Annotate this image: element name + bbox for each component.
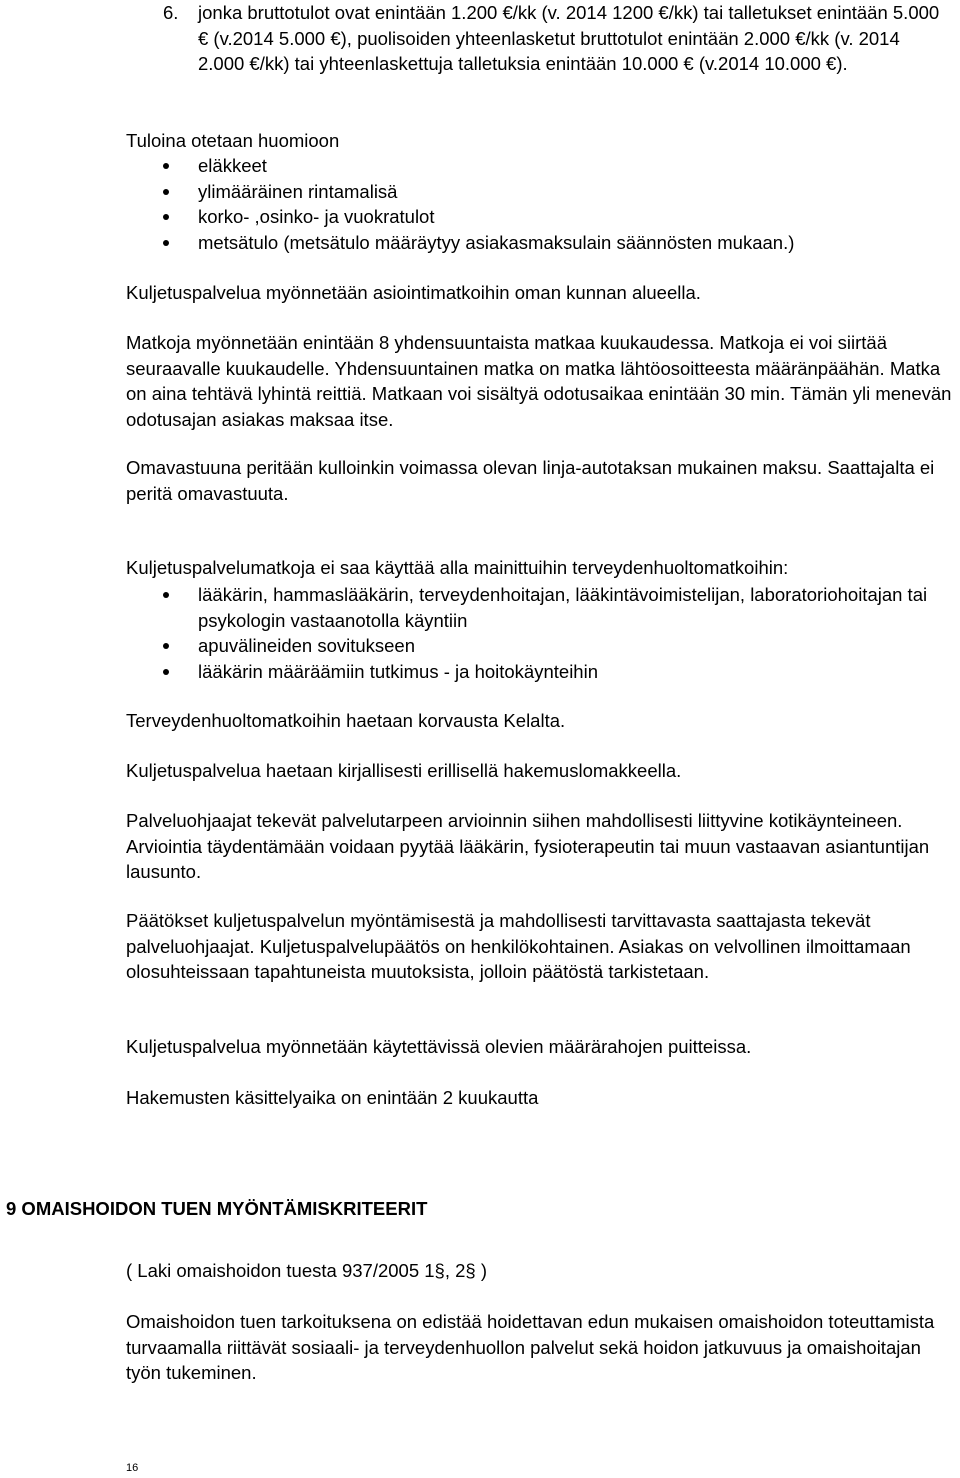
page-number: 16 [126, 1462, 139, 1474]
item-text: jonka bruttotulot ovat enintään 1.200 €/kk (v. 2014 1200 €/kk) tai talletukset enintään 5.000 € (v.2014 5.000 €), puolisoiden yhteenlasketut bruttotulot enintään 2.000 €/kk (v. 2014 2.000 €/kk) tai yhteenlaskettuja talletuksia enintään 10.000 € (v.2014 10.000 €). [198, 2, 940, 74]
paragraph-time: Hakemusten käsittelyaika on enintään 2 kuukautta [126, 1087, 539, 1108]
item-number: 6. [163, 2, 179, 23]
paragraph-kela: Terveydenhuoltomatkoihin haetaan korvausta Kelalta. [126, 710, 566, 731]
list-item: eläkkeet [163, 153, 953, 179]
income-intro: Tuloina otetaan huomioon [126, 130, 340, 151]
health-intro: Kuljetuspalvelumatkoja ei saa käyttää alla mainittuihin terveydenhuoltomatkoihin: [126, 557, 789, 578]
law-reference: ( Laki omaishoidon tuesta 937/2005 1§, 2§ ) [126, 1260, 487, 1281]
list-item: lääkärin määräämiin tutkimus - ja hoitokäynteihin [163, 659, 953, 685]
paragraph-area: Kuljetuspalvelua myönnetään asiointimatkoihin oman kunnan alueella. [126, 282, 701, 303]
list-item: metsätulo (metsätulo määräytyy asiakasmaksulain säännösten mukaan.) [163, 230, 953, 256]
paragraph-decision: Päätökset kuljetuspalvelun myöntämisestä ja mahdollisesti tarvittavasta saattajasta tekevät palveluohjaajat. Kuljetuspalvelupäätös on henkilökohtainen. Asiakas on velvollinen ilmoittamaan olosuhteissaan tapahtuneista muutoksista, jolloin päätöstä tarkistetaan. [126, 910, 911, 982]
health-list [163, 582, 953, 684]
list-item: apuvälineiden sovitukseen [163, 633, 953, 659]
list-item: korko- ,osinko- ja vuokratulot [163, 204, 953, 230]
income-list [163, 153, 953, 255]
section-body: Omaishoidon tuen tarkoituksena on edistää hoidettavan edun mukaisen omaishoidon toteuttamista turvaamalla riittävät sosiaali- ja terveydenhuollon palvelut sekä hoidon jatkuvuus ja omaishoitajan työn tukeminen. [126, 1311, 935, 1383]
paragraph-trips: Matkoja myönnetään enintään 8 yhdensuuntaista matkaa kuukaudessa. Matkoja ei voi siirtää seuraavalle kuukaudelle. Yhdensuuntainen matka on matka lähtöosoitteesta määränpäähän. Matka on aina tehtävä lyhintä reittiä. Matkaan voi sisältyä odotusaikaa enintään 30 min. Tämän yli menevän odotusajan asiakas maksaa itse. [126, 332, 952, 430]
paragraph-budget: Kuljetuspalvelua myönnetään käytettävissä olevien määrärahojen puitteissa. [126, 1036, 752, 1057]
paragraph-fee: Omavastuuna peritään kulloinkin voimassa olevan linja-autotaksan mukainen maksu. Saattajalta ei peritä omavastuuta. [126, 457, 935, 504]
section-heading: 9 OMAISHOIDON TUEN MYÖNTÄMISKRITEERIT [6, 1198, 428, 1219]
paragraph-assess: Palveluohjaajat tekevät palvelutarpeen arvioinnin siihen mahdollisesti liittyvine kotikäynteineen. Arviointia täydentämään voidaan pyytää lääkärin, fysioterapeutin tai muun vastaavan asiantuntijan lausunto. [126, 810, 930, 882]
list-item: lääkärin, hammaslääkärin, terveydenhoitajan, lääkintävoimistelijan, laboratoriohoitajan tai psykologin vastaanotolla käyntiin [163, 582, 953, 633]
paragraph-apply: Kuljetuspalvelua haetaan kirjallisesti erillisellä hakemuslomakkeella. [126, 760, 682, 781]
list-item: ylimääräinen rintamalisä [163, 179, 953, 205]
